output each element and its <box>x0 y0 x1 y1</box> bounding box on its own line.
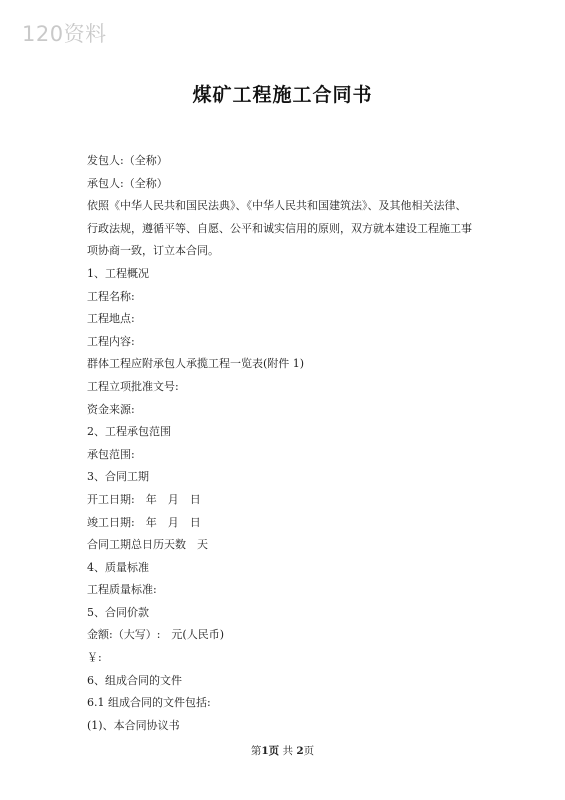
subsection-6-1: 6.1 组成合同的文件包括: <box>87 696 211 710</box>
preamble-line-2: 行政法规，遵循平等、自愿、公平和诚实信用的原则，双方就本建设工程施工事 <box>87 221 472 235</box>
section-heading-6: 6、组成合同的文件 <box>87 673 182 687</box>
footer-prefix: 第 <box>250 745 262 757</box>
section-heading-1: 1、工程概况 <box>87 266 149 280</box>
field-amount-words: 金额:（大写）: 元(人民币) <box>87 628 224 642</box>
page-footer <box>0 743 565 758</box>
section-heading-4: 4、质量标准 <box>87 560 149 574</box>
section-heading-2: 2、工程承包范围 <box>87 425 171 439</box>
watermark-logo: 120资料 <box>22 22 107 46</box>
field-completion-date: 竣工日期: 年 月 日 <box>87 515 201 529</box>
field-quality-standard: 工程质量标准: <box>87 583 157 597</box>
field-scope: 承包范围: <box>87 447 135 461</box>
field-project-content: 工程内容: <box>87 334 135 348</box>
field-amount-yuan: ￥: <box>87 651 102 665</box>
field-project-name: 工程名称: <box>87 289 135 303</box>
field-fund-source: 资金来源: <box>87 402 135 416</box>
field-approval-number: 工程立项批准文号: <box>87 379 179 393</box>
preamble-line-3: 项协商一致，订立本合同。 <box>87 244 219 258</box>
footer-page-word: 页 <box>268 745 280 757</box>
footer-total-prefix: 共 <box>282 745 293 757</box>
document-body <box>87 150 497 737</box>
note-attachment: 群体工程应附承包人承揽工程一览表(附件 1) <box>87 357 305 371</box>
footer-total-suffix: 页 <box>303 745 315 757</box>
list-item-agreement: (1)、本合同协议书 <box>87 718 180 732</box>
total-page-number: 2 <box>296 745 304 757</box>
section-heading-3: 3、合同工期 <box>87 470 149 484</box>
line-employer: 发包人:（全称） <box>87 154 168 167</box>
preamble-line-1: 依照《中华人民共和国民法典》、《中华人民共和国建筑法》、及其他相关法律、 <box>87 199 467 213</box>
field-project-location: 工程地点: <box>87 312 135 326</box>
current-page-number: 1 <box>261 745 269 757</box>
field-total-days: 合同工期总日历天数 天 <box>87 538 208 552</box>
section-heading-5: 5、合同价款 <box>87 605 149 619</box>
document-title: 煤矿工程施工合同书 <box>192 84 373 106</box>
line-contractor: 承包人:（全称） <box>87 176 168 190</box>
field-start-date: 开工日期: 年 月 日 <box>87 492 201 506</box>
